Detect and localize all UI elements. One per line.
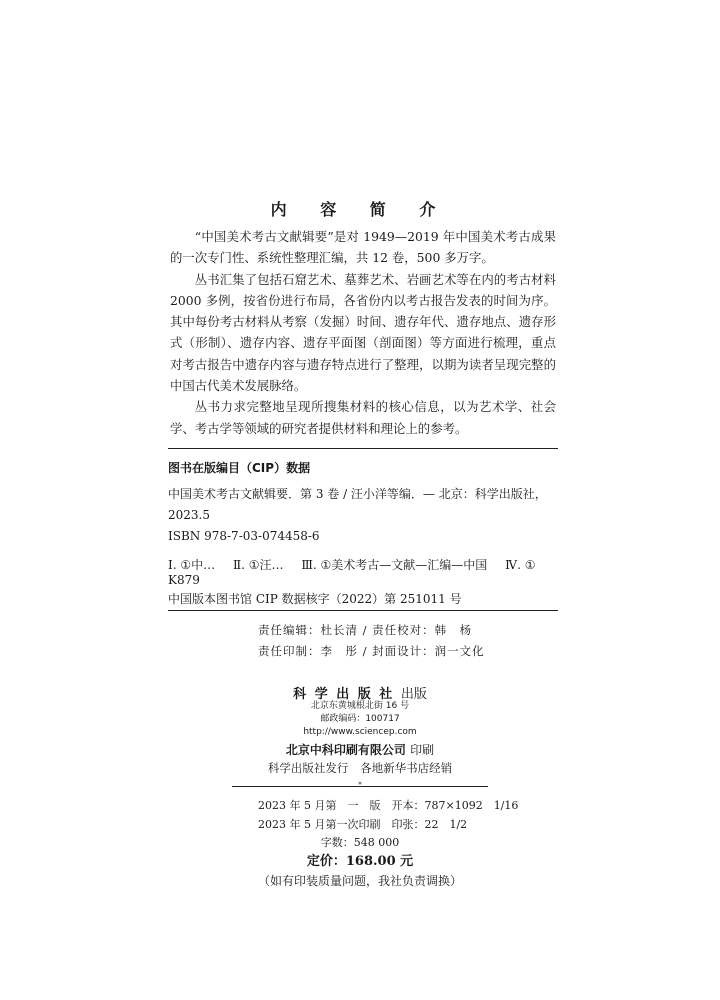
intro-paragraph-1: “中国美术考古文献辑要”是对 1949—2019 年中国美术考古成果的一次专门性、系统性整理汇编，共 12 卷，500 多万字。: [170, 229, 556, 266]
distribution-line: [0, 760, 720, 776]
cip-class-3: Ⅲ. ①美术考古—文献—汇编—中国: [301, 558, 488, 572]
cip-top-divider: [168, 448, 558, 449]
sellers: 各地新华书店经销: [360, 761, 453, 775]
printer-action: 印刷: [410, 743, 435, 757]
editor-credits-line-1: 责任编辑：杜长清 / 责任校对：韩 杨: [258, 623, 473, 637]
printer-line: [0, 741, 720, 758]
intro-paragraph-2: 丛书汇集了包括石窟艺术、墓葬艺术、岩画艺术等在内的考古材料 2000 多例，按省份进行布局，各省份内以考古报告发表的时间为序。其中每份考古材料从考察（发掘）时间、遗存年代、遗存地点、遗存形式（形制）、遗存内容、遗存平面图（剖面图）等方面进行梳理，重点对考古报告中遗存内容与遗存特点进行了整理，以期为读者呈现完整的中国古代美术发展脉络。: [170, 271, 556, 394]
cip-class-1: Ⅰ. ①中…: [168, 558, 216, 572]
intro-paragraph-3: 丛书力求完整地呈现所搜集材料的核心信息，以为艺术学、社会学、考古学等领域的研究者提供材料和理论上的参考。: [170, 399, 556, 436]
publisher-contact: [0, 700, 720, 739]
edition-line-2: 2023 年 5 月第一次印刷 印张：22 1/2: [258, 818, 468, 831]
edition-divider: [232, 786, 488, 787]
cip-data-number: 中国版本图书馆 CIP 数据核字（2022）第 251011 号: [168, 592, 462, 606]
editor-credits-line-2: 责任印制：李 彤 / 封面设计：润一文化: [258, 644, 485, 658]
edition-info: [258, 796, 518, 834]
editor-credits: [258, 620, 485, 662]
intro-text: [170, 226, 556, 439]
publisher-action: 出版: [400, 687, 427, 702]
publisher-name: 科 学 出 版 社: [293, 687, 395, 702]
printer-name: 北京中科印刷有限公司: [285, 743, 406, 757]
cip-isbn: ISBN 978-7-03-074458-6: [168, 529, 320, 543]
quality-notice: （如有印装质量问题，我社负责调换）: [257, 874, 462, 888]
separator-mark: *: [358, 781, 362, 789]
cip-record-line-2: 2023.5: [168, 508, 210, 522]
publisher-postcode: 邮政编码：100717: [320, 714, 400, 724]
cip-bottom-divider: [168, 610, 558, 611]
word-count: 字数：548 000: [320, 836, 400, 849]
cip-class-2: Ⅱ. ①汪…: [232, 558, 284, 572]
cip-record: [168, 484, 558, 547]
edition-line-1: 2023 年 5 月第 一 版 开本：787×1092 1/16: [258, 799, 519, 812]
price: 定价：168.00 元: [306, 854, 414, 869]
publisher-address: 北京东黄城根北街 16 号: [310, 701, 410, 711]
intro-title: 内 容 简 介: [270, 200, 450, 219]
cip-classification: [168, 556, 558, 587]
distributor: 科学出版社发行: [267, 761, 349, 775]
publisher-website: http://www.sciencep.com: [303, 727, 417, 737]
cip-class-4: Ⅳ. ① K879: [168, 558, 536, 587]
cip-heading: 图书在版编目（CIP）数据: [168, 461, 311, 475]
cip-record-line-1: 中国美术考古文献辑要．第 3 卷 / 汪小洋等编．— 北京：科学出版社，: [168, 487, 547, 501]
